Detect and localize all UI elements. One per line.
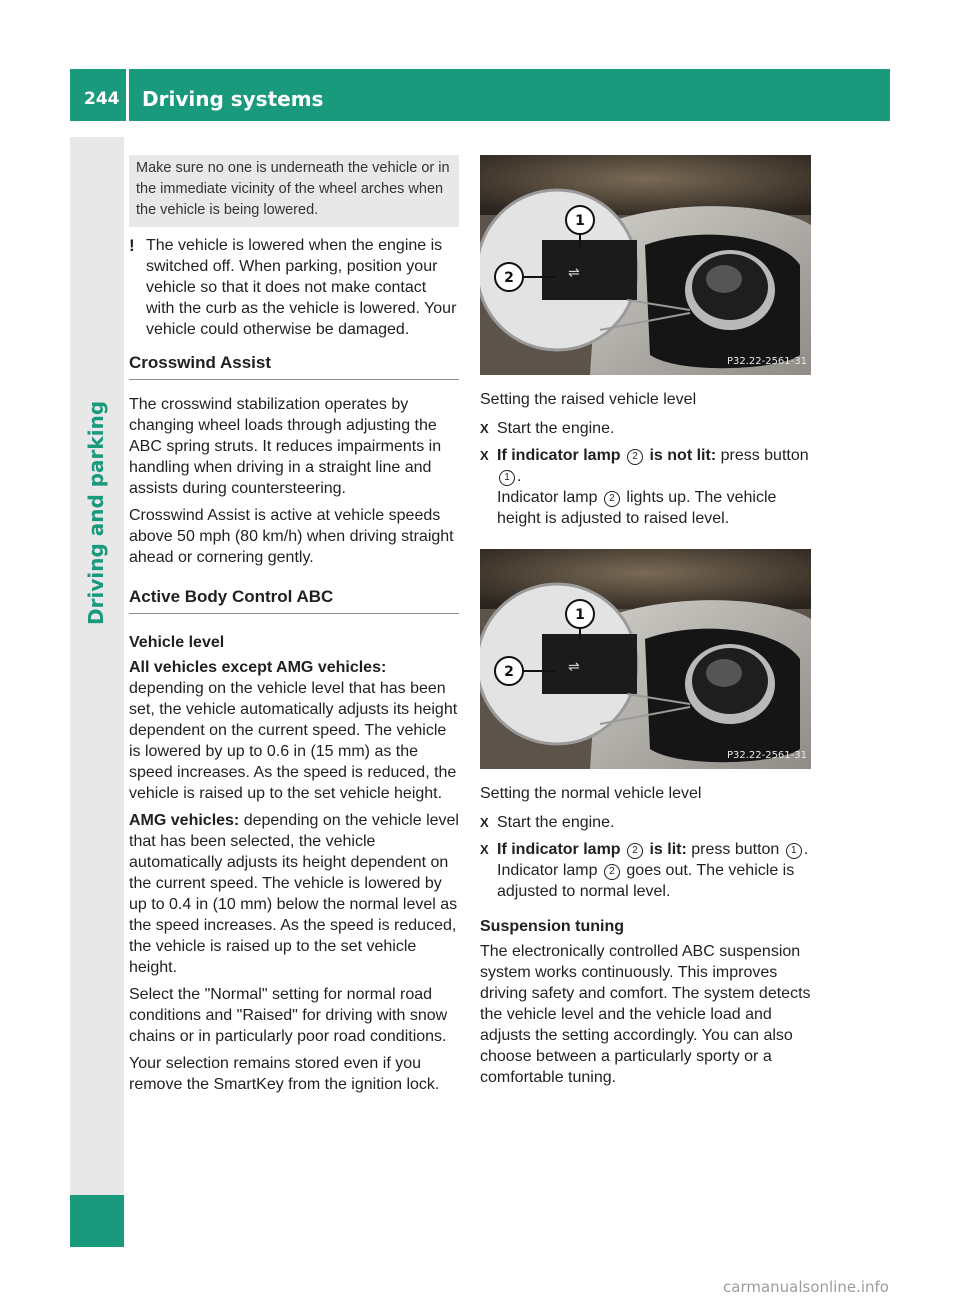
amg-text: depending on the vehicle level that has been selected, the vehicle automatically adjusts its height dependent on the current speed. The vehicle is lowered by up to 0.4 in (10 mm) below the normal level as the speed increases. As the speed is reduced, the vehicle is raised up to the set vehicle height. xyxy=(129,812,459,976)
callout-2-label: 2 xyxy=(504,270,514,286)
all-vehicles-paragraph xyxy=(129,657,459,804)
damage-warning xyxy=(129,235,459,340)
figure-code: P32.22-2561-31 xyxy=(726,750,807,761)
normal-level-figure xyxy=(480,549,811,769)
callout-1-label: 1 xyxy=(575,607,585,623)
step-arrow-icon: X xyxy=(480,448,489,463)
section-title: Driving systems xyxy=(142,87,324,111)
all-vehicles-lead: All vehicles except AMG vehicles: xyxy=(129,659,387,676)
normal-step-1: X Start the engine. xyxy=(480,814,615,831)
crosswind-paragraph-1: The crosswind stabilization operates by changing wheel loads through adjusting the ABC spring struts. It reduces impairments in handling when driving in a straight line and assists during countersteering. xyxy=(129,396,442,497)
raised-step-2: X If indicator lamp 2 is not lit: press button 1 . Indicator lamp 2 lights up. The vehicle height is adjusted to raised level. xyxy=(480,447,809,527)
chapter-marker xyxy=(70,1195,124,1247)
callout-1-icon: 1 xyxy=(499,470,515,486)
console-illustration xyxy=(480,155,811,375)
callout-2-icon: 2 xyxy=(627,843,643,859)
amg-lead: AMG vehicles: xyxy=(129,812,240,829)
svg-text:⇌: ⇌ xyxy=(568,265,580,281)
left-column xyxy=(129,155,459,1101)
selection-stored-paragraph: Your selection remains stored even if you remove the SmartKey from the ignition lock. xyxy=(129,1055,440,1093)
warning-mark-icon: ! xyxy=(129,236,135,255)
abc-heading: Active Body Control ABC xyxy=(129,586,459,614)
safety-note: Make sure no one is underneath the vehicle or in the immediate vicinity of the wheel arches when the vehicle is being lowered. xyxy=(129,155,459,227)
svg-text:⇌: ⇌ xyxy=(568,659,580,675)
crosswind-heading: Crosswind Assist xyxy=(129,352,459,380)
callout-2-icon: 2 xyxy=(604,491,620,507)
callout-2-icon: 2 xyxy=(604,864,620,880)
all-vehicles-text: depending on the vehicle level that has been set, the vehicle automatically adjusts its height dependent on the current speed. The vehicle is lowered by up to 0.6 in (15 mm) as the speed increases. As the speed is reduced, the vehicle is raised up to the set vehicle height. xyxy=(129,680,458,802)
step-arrow-icon: X xyxy=(480,842,489,857)
select-paragraph: Select the "Normal" setting for normal road conditions and "Raised" for driving with snow chains or in particularly poor road conditions. xyxy=(129,986,448,1045)
normal-caption: Setting the normal vehicle level xyxy=(480,785,702,802)
amg-paragraph xyxy=(129,810,459,978)
chapter-side-tab xyxy=(70,137,124,1247)
page-header xyxy=(70,69,890,121)
page-number: 244 xyxy=(84,89,120,109)
warning-text: The vehicle is lowered when the engine is switched off. When parking, position your vehicle so that it does not make contact with the curb as the vehicle is lowered. Your vehicle could otherwise be damaged. xyxy=(146,237,457,338)
raised-step-1: X Start the engine. xyxy=(480,420,615,437)
suspension-heading: Suspension tuning xyxy=(480,918,624,935)
figure-code: P32.22-2561-31 xyxy=(726,356,807,367)
normal-step-2: X If indicator lamp 2 is lit: press button 1 . Indicator lamp 2 goes out. The vehicle is adjusted to normal level. xyxy=(480,841,809,900)
callout-2-icon: 2 xyxy=(627,449,643,465)
step-arrow-icon: X xyxy=(480,421,489,436)
raised-level-figure xyxy=(480,155,811,375)
callout-1-icon: 1 xyxy=(786,843,802,859)
step-arrow-icon: X xyxy=(480,815,489,830)
right-column xyxy=(480,155,811,1094)
chapter-label: Driving and parking xyxy=(84,400,108,625)
callout-1-label: 1 xyxy=(575,213,585,229)
vehicle-level-heading: Vehicle level xyxy=(129,634,225,651)
header-divider xyxy=(126,69,129,121)
callout-2-label: 2 xyxy=(504,664,514,680)
crosswind-paragraph-2: Crosswind Assist is active at vehicle speeds above 50 mph (80 km/h) when driving straight ahead or cornering gently. xyxy=(129,507,454,566)
suspension-paragraph: The electronically controlled ABC suspension system works continuously. This improves driving safety and comfort. The system detects the vehicle level and the vehicle load and adjusts the setting accordingly. You can also choose between a particularly sporty or a comfortable tuning. xyxy=(480,943,811,1086)
console-illustration xyxy=(480,549,811,769)
watermark: carmanualsonline.info xyxy=(723,1278,889,1296)
raised-caption: Setting the raised vehicle level xyxy=(480,391,697,408)
